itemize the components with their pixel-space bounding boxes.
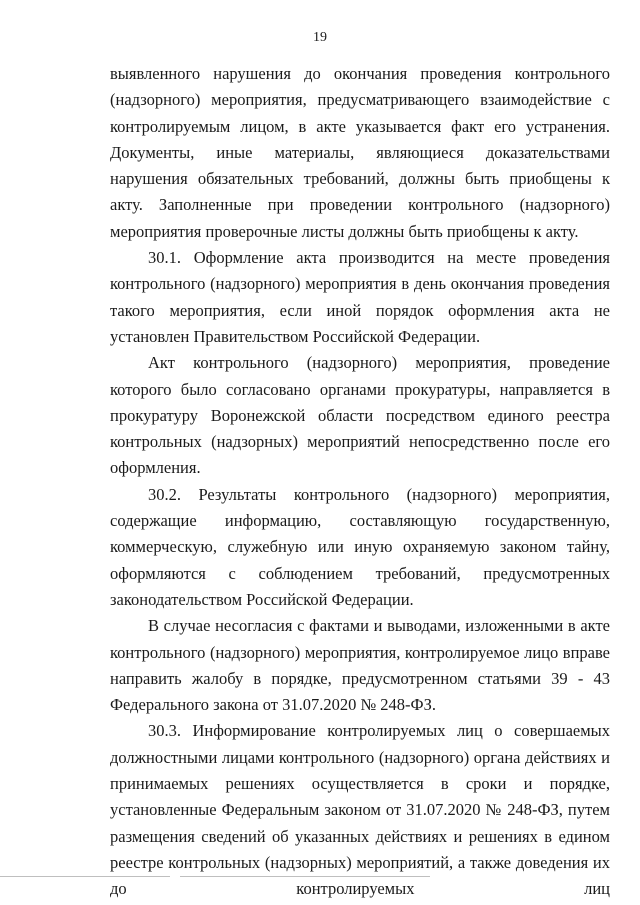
page-number: 19 xyxy=(313,30,327,45)
footer-divider-right xyxy=(180,876,430,877)
paragraph-complaint: В случае несогласия с фактами и выводами, изложенными в акте контрольного (надзорного) мероприятия, контролируемое лицо вправе направить жалобу в порядке, предусмотренном статьями 39 - 43 Федерального закона от 31.07.2020 № 248-ФЗ. xyxy=(110,616,610,715)
paragraph-act-prosecutor: Акт контрольного (надзорного) мероприятия, проведение которого было согласовано органами прокуратуры, направляется в прокуратуру Воронежской области посредством единого реестра контрольных (надзорных) мероприятий непосредственно после его оформления. xyxy=(110,353,610,478)
paragraph-30-2: 30.2. Результаты контрольного (надзорного) мероприятия, содержащие информацию, составляющую государственную, коммерческую, служебную или иную охраняемую законом тайну, оформляются с соблюдением требований, предусмотренных законодательством Российской Федерации. xyxy=(110,484,610,609)
paragraph-30-1: 30.1. Оформление акта производится на месте проведения контрольного (надзорного) мероприятия в день окончания проведения такого мероприятия, если иной порядок оформления акта не установлен Правительством Российской Федерации. xyxy=(110,248,610,346)
document-body xyxy=(110,61,610,903)
paragraph-30-3: 30.3. Информирование контролируемых лиц о совершаемых должностными лицами контрольного (надзорного) органа действиях и принимаемых решениях осуществляется в сроки и порядке, установленные Федеральным законом от 31.07.2020 № 248-ФЗ, путем размещения сведений об указанных действиях и решениях в едином реестре контрольных (надзорных) мероприятий, а также доведения их до контролируемых лиц xyxy=(110,721,610,899)
footer-divider-left xyxy=(0,876,170,877)
paragraph-continuation: выявленного нарушения до окончания проведения контрольного (надзорного) мероприятия, предусматривающего взаимодействие с контролируемым лицом, в акте указывается факт его устранения. Документы, иные материалы, являющиеся доказательствами нарушения обязательных требований, должны быть приобщены к акту. Заполненные при проведении контрольного (надзорного) мероприятия проверочные листы должны быть приобщены к акту. xyxy=(110,64,610,241)
